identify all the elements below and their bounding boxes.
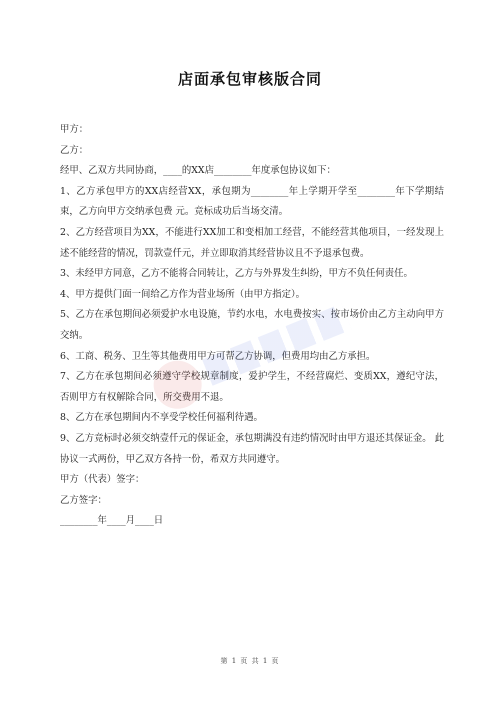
- clause-4: 4、甲方提供门面一间给乙方作为营业场所（由甲方指定）。: [60, 288, 306, 300]
- party-b-line: 乙方：: [60, 144, 89, 156]
- party-b-signature-line: 乙方签字：: [60, 494, 107, 506]
- clause-2: 2、乙方经营项目为XX，不能进行XX加工和变相加工经营，不能经营其他项目，一经发现上述不能经营的情况，罚款壹仟元，并立即取消其经营协议且不予退承包费。: [60, 226, 444, 259]
- clause-8: 8、乙方在承包期间内不享受学校任何福利待遇。: [60, 412, 263, 424]
- date-line: ________年____月____日: [60, 515, 164, 527]
- contract-body: [60, 120, 444, 532]
- document-title: 店面承包审核版合同: [177, 70, 322, 88]
- clause-5: 5、乙方在承包期间必须爱护水电设施，节约水电，水电费按实、按市场价由乙方主动向甲方交纳。: [60, 309, 444, 341]
- clause-3: 3、未经甲方同意，乙方不能将合同转让，乙方与外界发生纠纷，甲方不负任何责任。: [60, 268, 413, 280]
- clause-6: 6、工商、税务、卫生等其他费用甲方可帮乙方协调，但费用均由乙方承担。: [60, 350, 376, 362]
- clause-1: 1、乙方承包甲方的XX店经营XX，承包期为________年上学期开学至________年下学期结束，乙方向甲方交纳承包费 元。竞标成功后当场交清。: [60, 185, 444, 218]
- page-footer: 第 1 页 共 1 页: [220, 657, 280, 665]
- clause-9: 9、乙方竞标时必须交纳壹仟元的保证金，承包期满没有违约情况时由甲方退还其保证金。 此协议一式两份，甲乙双方各持一份，希双方共同遵守。: [60, 432, 444, 465]
- intro-paragraph: 经甲、乙双方共同协商，____的XX店________年度承包协议如下：: [60, 165, 336, 177]
- party-a-signature-line: 甲方（代表）签字：: [60, 474, 145, 486]
- clause-7: 7、乙方在承包期间必须遵守学校规章制度，爱护学生，不经营腐烂、变质XX，遵纪守法，否则甲方有权解除合同，所交费用不退。: [60, 371, 444, 403]
- party-a-line: 甲方：: [60, 124, 89, 135]
